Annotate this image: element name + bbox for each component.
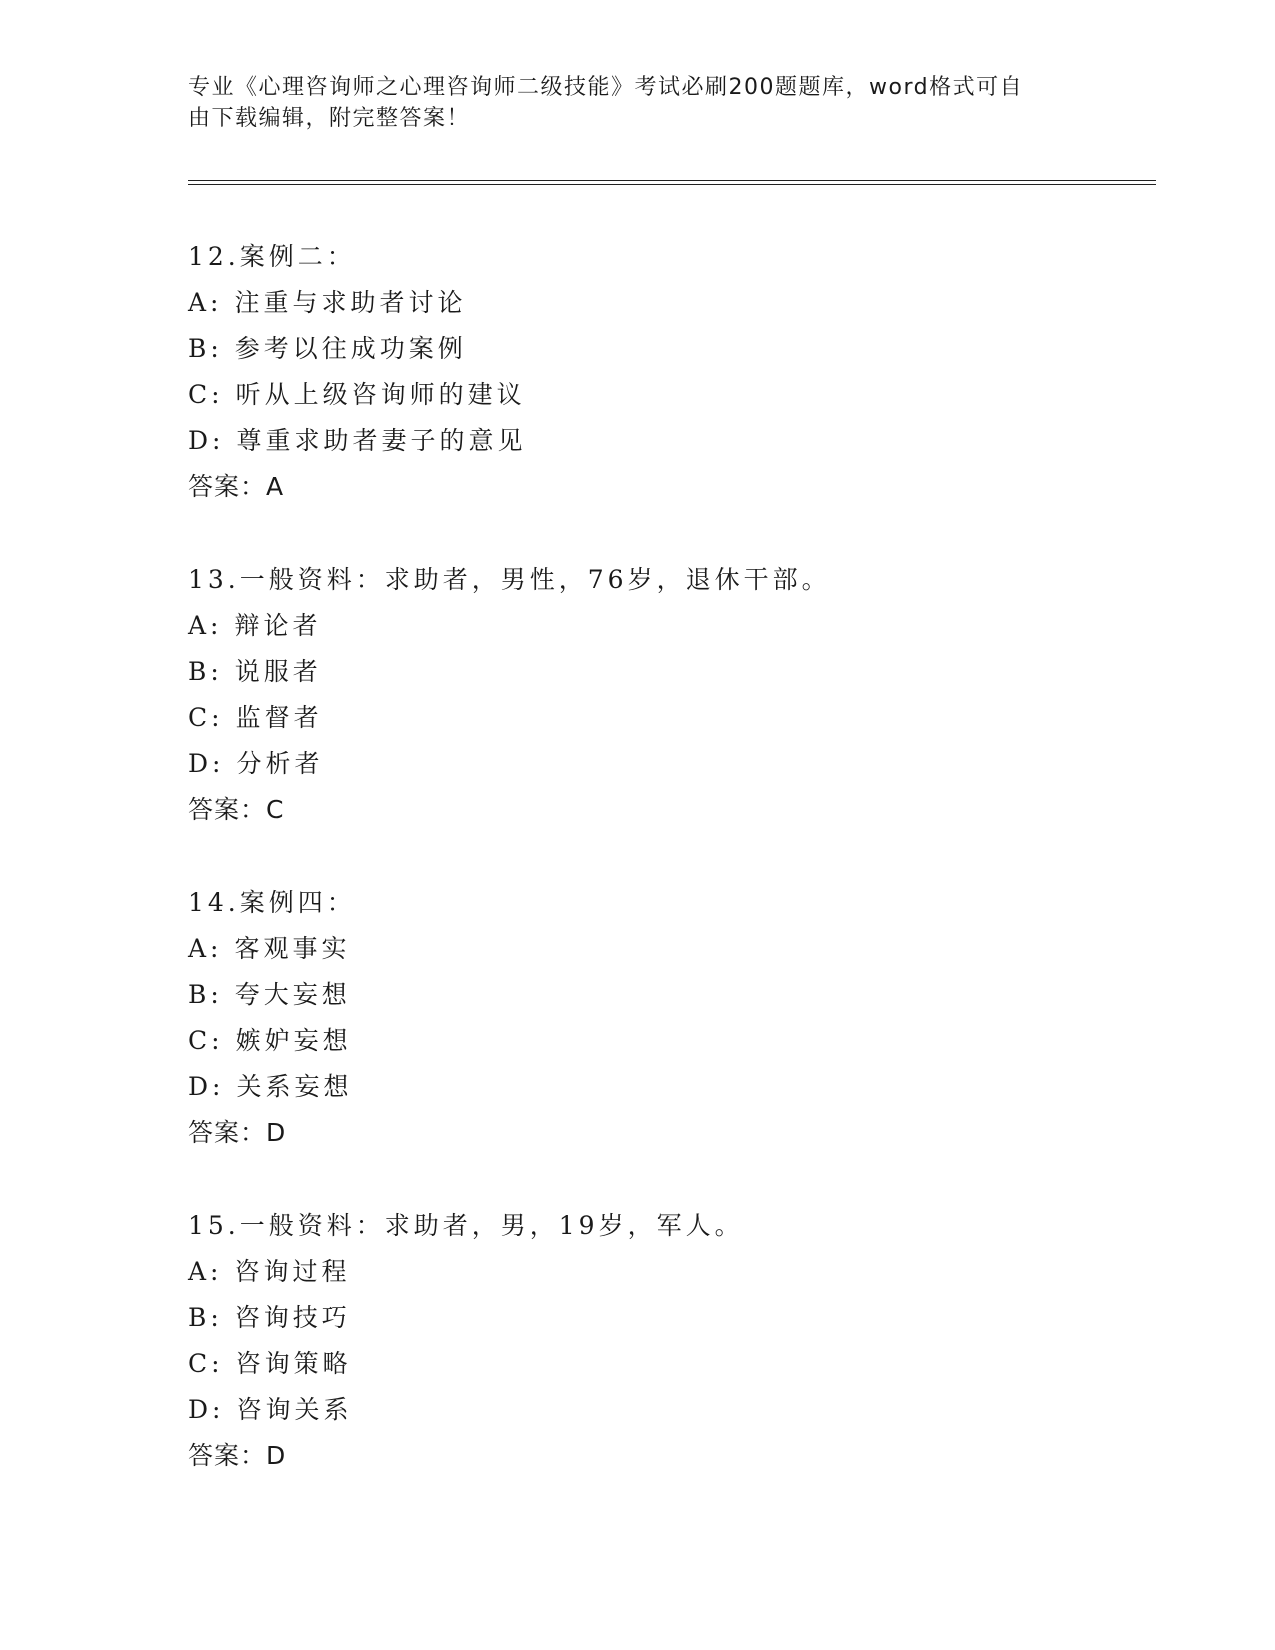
option-key: C: (188, 1026, 224, 1055)
option-c (188, 1018, 1148, 1064)
option-text: 注重与求助者讨论 (234, 288, 467, 317)
option-key: A: (188, 611, 223, 640)
option-text: 嫉妒妄想 (235, 1026, 352, 1055)
option-key: B: (188, 657, 223, 686)
option-text: 说服者 (234, 657, 322, 686)
option-key: C: (188, 703, 224, 732)
option-key: D: (188, 1072, 225, 1101)
option-a (188, 280, 1148, 326)
option-c (188, 372, 1148, 418)
option-text: 参考以往成功案例 (234, 334, 467, 363)
option-text: 咨询策略 (235, 1349, 352, 1378)
option-text: 咨询关系 (236, 1395, 353, 1424)
option-d (188, 741, 1148, 787)
option-key: B: (188, 1303, 223, 1332)
option-text: 听从上级咨询师的建议 (235, 380, 526, 409)
option-text: 尊重求助者妻子的意见 (236, 426, 527, 455)
header-line-2: 由下载编辑，附完整答案！ (188, 106, 471, 131)
option-d (188, 1064, 1148, 1110)
option-c (188, 1341, 1148, 1387)
question-stem: 14.案例四： (188, 888, 356, 917)
option-key: A: (188, 1257, 223, 1286)
answer-line: 答案：C (188, 795, 285, 824)
question-stem: 12.案例二： (188, 242, 356, 271)
option-key: D: (188, 749, 225, 778)
option-key: D: (188, 426, 225, 455)
answer-line: 答案：D (188, 1441, 287, 1470)
question-stem: 13.一般资料：求助者，男性，76岁，退休干部。 (188, 565, 831, 594)
option-key: B: (188, 980, 223, 1009)
option-a (188, 1249, 1148, 1295)
option-key: A: (188, 288, 223, 317)
question-13 (188, 557, 1148, 833)
option-a (188, 926, 1148, 972)
option-key: B: (188, 334, 223, 363)
document-header (188, 72, 1068, 134)
option-d (188, 1387, 1148, 1433)
option-text: 夸大妄想 (234, 980, 351, 1009)
question-list (188, 234, 1148, 1526)
option-text: 监督者 (235, 703, 323, 732)
option-text: 关系妄想 (236, 1072, 353, 1101)
answer-line: 答案：D (188, 1118, 287, 1147)
answer-line: 答案：A (188, 472, 285, 501)
option-a (188, 603, 1148, 649)
question-stem: 15.一般资料：求助者，男，19岁，军人。 (188, 1211, 744, 1240)
option-b (188, 649, 1148, 695)
option-key: C: (188, 380, 224, 409)
option-b (188, 1295, 1148, 1341)
option-b (188, 972, 1148, 1018)
option-d (188, 418, 1148, 464)
option-key: A: (188, 934, 223, 963)
question-15 (188, 1203, 1148, 1479)
option-c (188, 695, 1148, 741)
option-text: 客观事实 (234, 934, 351, 963)
option-key: D: (188, 1395, 225, 1424)
option-key: C: (188, 1349, 224, 1378)
question-14 (188, 880, 1148, 1156)
header-divider (188, 180, 1156, 185)
option-text: 咨询技巧 (234, 1303, 351, 1332)
question-12 (188, 234, 1148, 510)
option-text: 辩论者 (234, 611, 322, 640)
option-b (188, 326, 1148, 372)
header-line-1: 专业《心理咨询师之心理咨询师二级技能》考试必刷200题题库，word格式可自 (188, 75, 1024, 100)
option-text: 分析者 (236, 749, 324, 778)
option-text: 咨询过程 (234, 1257, 351, 1286)
